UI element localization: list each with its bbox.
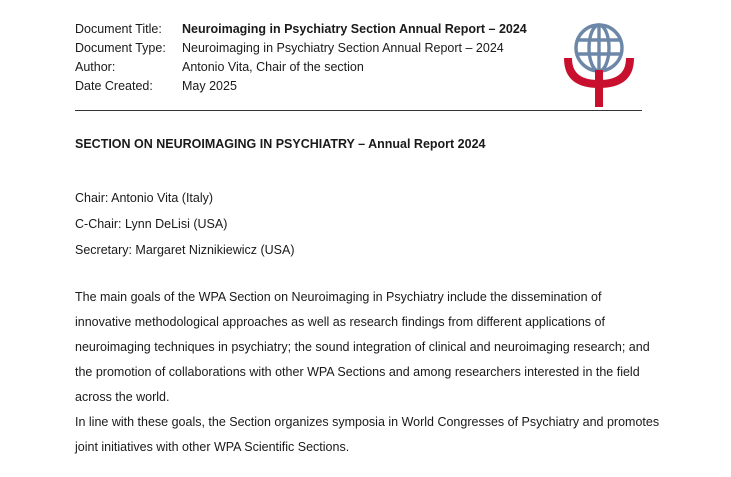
body-line: the promotion of collaborations with other WPA Sections and among researchers interested in the field [75,365,640,379]
meta-value: Neuroimaging in Psychiatry Section Annual Report – 2024 [182,41,504,55]
psi-stem [595,70,603,107]
meta-label: Document Type: [75,41,166,55]
meta-value: Neuroimaging in Psychiatry Section Annual Report – 2024 [182,22,527,36]
document-metadata [75,20,527,96]
meta-row-author [75,58,527,77]
meta-row-title [75,20,527,39]
meta-value: Antonio Vita, Chair of the section [182,60,364,74]
officer-co-chair: C-Chair: Lynn DeLisi (USA) [75,217,228,231]
meta-label: Date Created: [75,79,153,93]
body-line: neuroimaging techniques in psychiatry; the sound integration of clinical and neuroimaging research; and [75,340,650,354]
body-line: The main goals of the WPA Section on Neuroimaging in Psychiatry include the dissemination of [75,290,602,304]
officer-secretary: Secretary: Margaret Niznikiewicz (USA) [75,243,295,257]
body-line: joint initiatives with other WPA Scientific Sections. [75,440,350,454]
header-divider [75,110,642,111]
officer-chair: Chair: Antonio Vita (Italy) [75,191,214,205]
meta-value: May 2025 [182,79,237,93]
body-paragraph [75,285,675,460]
meta-label: Author: [75,60,116,74]
meta-row-type [75,39,527,58]
section-heading: SECTION ON NEUROIMAGING IN PSYCHIATRY – Annual Report 2024 [75,137,486,151]
body-line: innovative methodological approaches as well as research findings from different applications of [75,315,605,329]
body-line: In line with these goals, the Section organizes symposia in World Congresses of Psychiatry and promotes [75,415,660,429]
meta-row-date [75,77,527,96]
officers-list [75,185,295,263]
meta-label: Document Title: [75,22,162,36]
body-line: across the world. [75,390,170,404]
wpa-logo-icon [556,18,642,108]
